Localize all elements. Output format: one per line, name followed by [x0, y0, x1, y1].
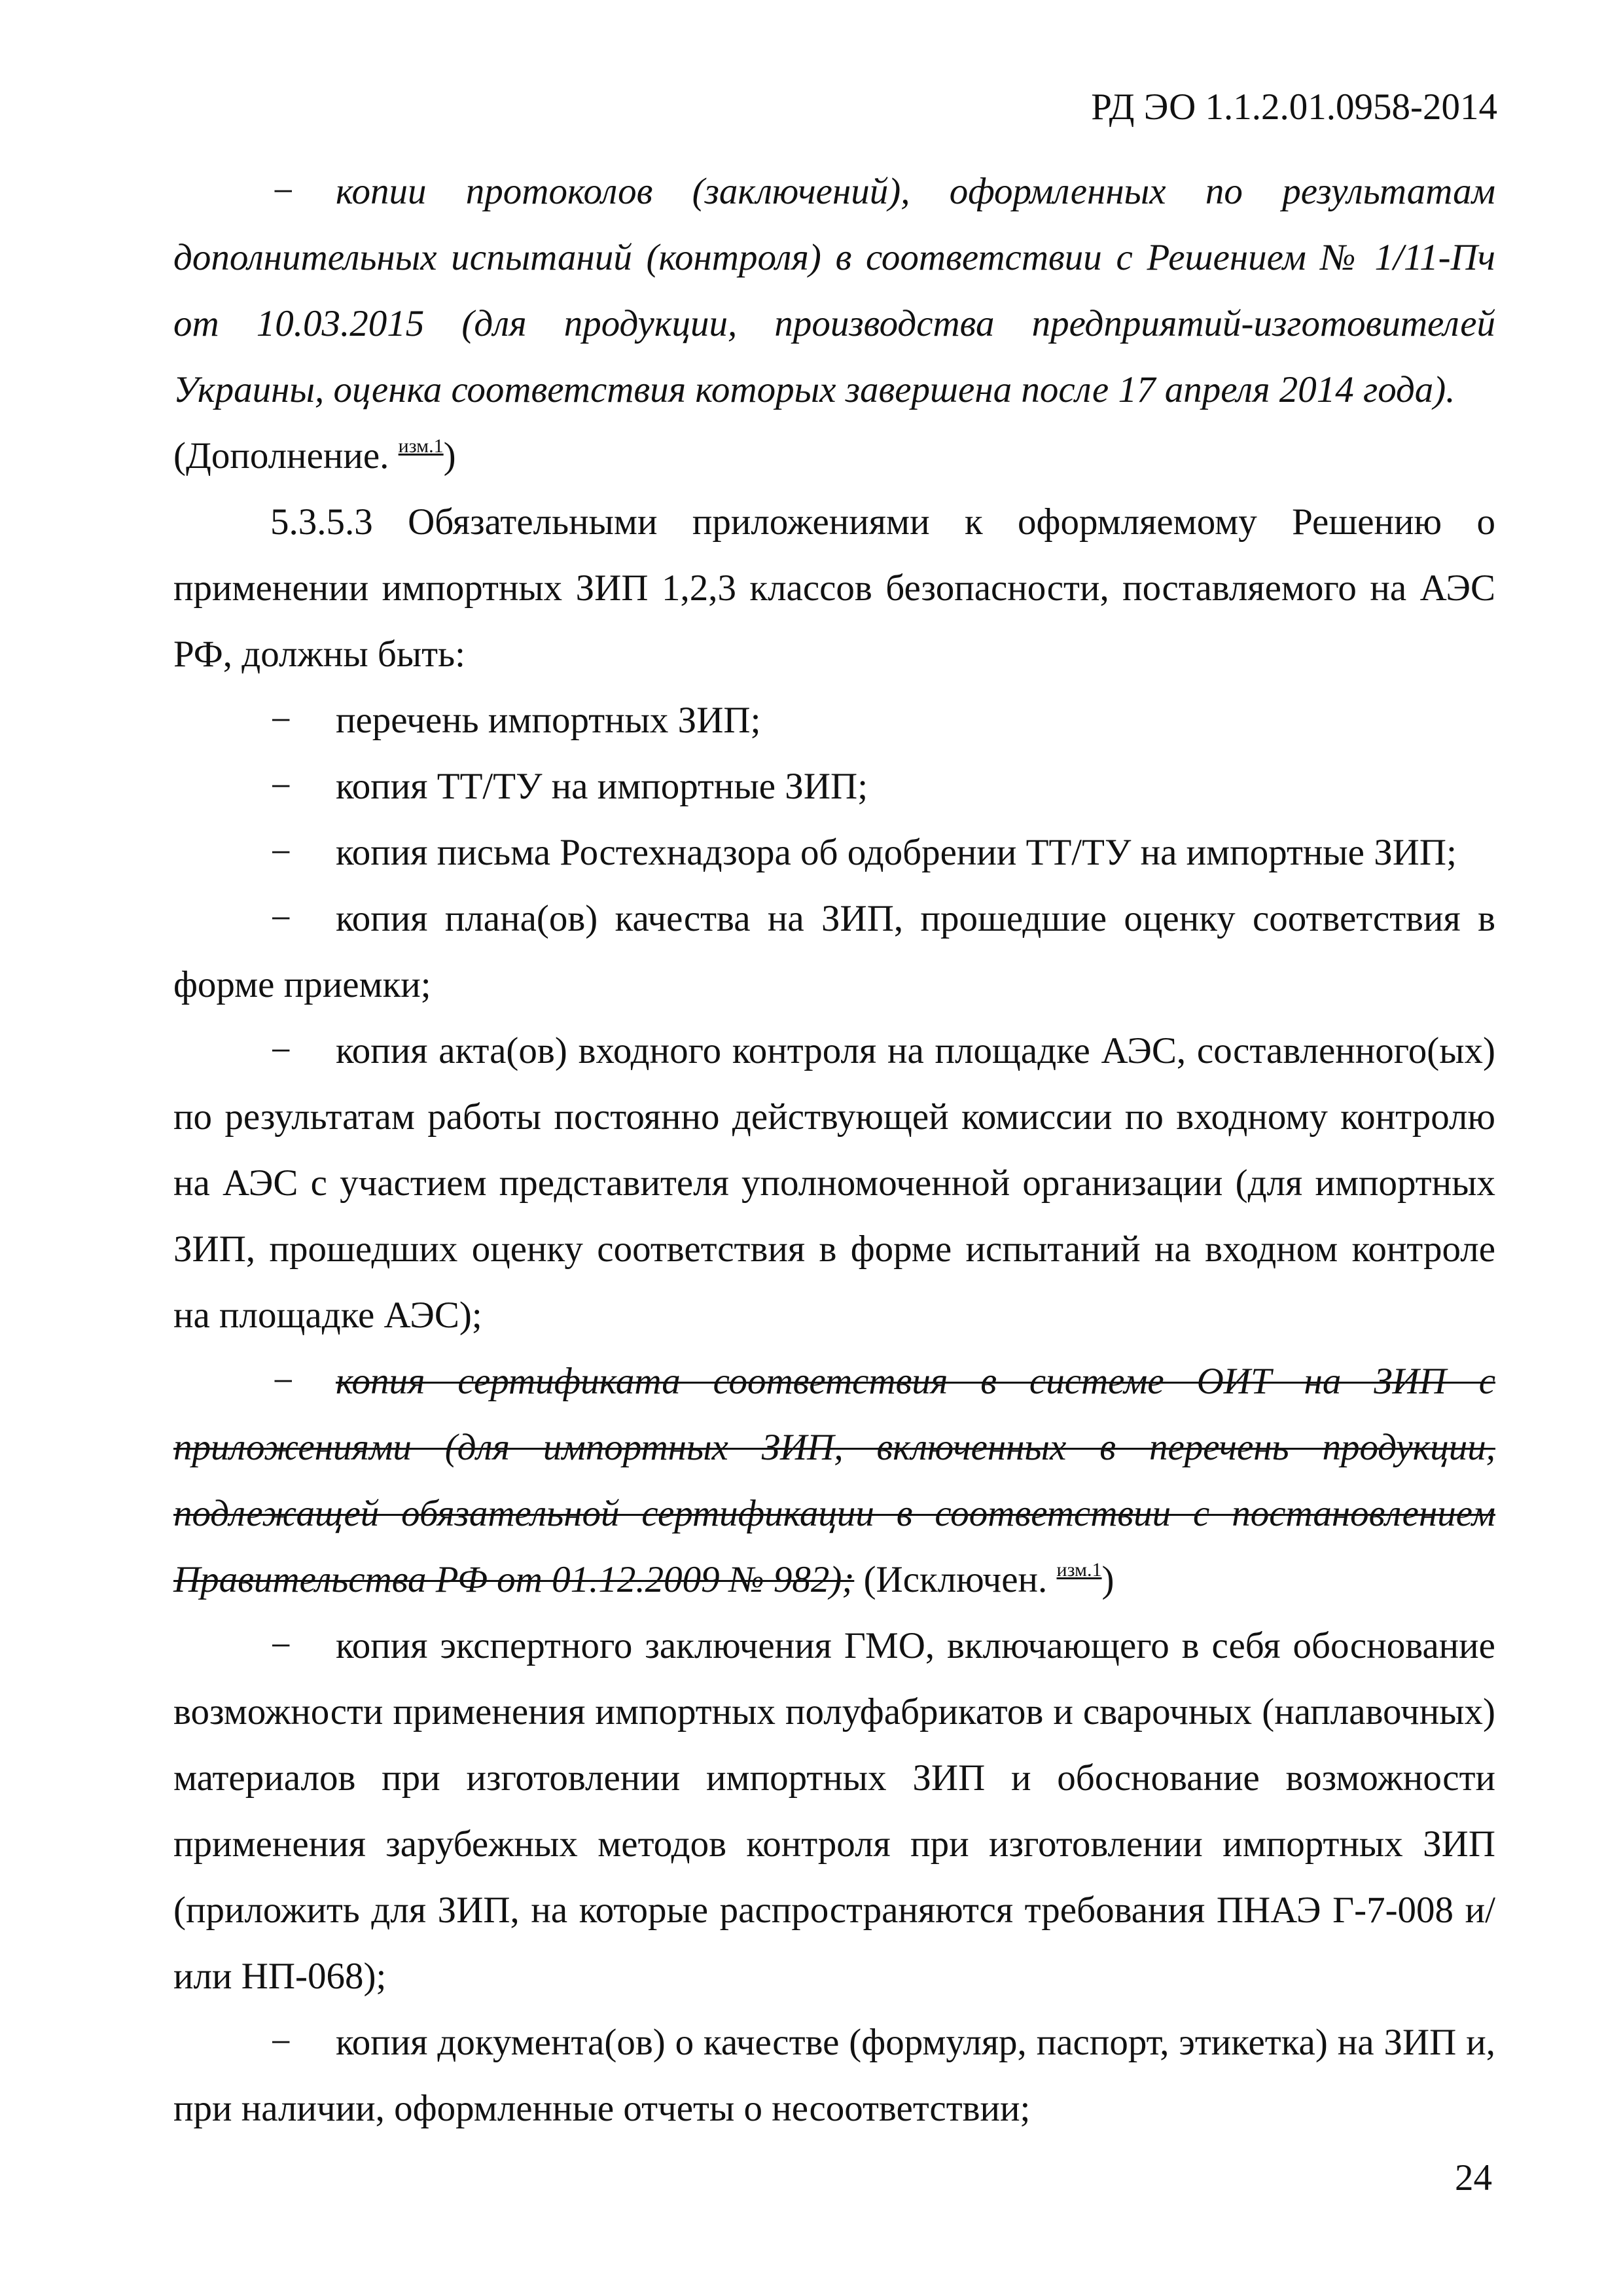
amendment-note-suffix: ) — [1101, 1559, 1115, 1600]
list-item-quality-document-copy — [173, 2009, 1495, 2142]
list-item-spare-parts-list — [173, 687, 1495, 753]
paragraph-text: копии протоколов (заключений), оформленных по результатам дополнительных испытаний (контроля) в соответствии с Решением № 1/11-Пч от 10.03.2015 (для продукции, производства предприятий-изготовителей Украины, оценка соответствия которых завершена после 17 апреля 2014 года). — [173, 171, 1495, 410]
document-body — [173, 158, 1495, 2142]
list-item-regulator-letter-copy — [173, 819, 1495, 886]
list-item-quality-plan-copy — [173, 886, 1495, 1018]
list-dash: − — [270, 832, 292, 873]
list-dash: − — [270, 1361, 296, 1402]
list-dash: − — [270, 2022, 292, 2063]
list-dash: − — [270, 700, 292, 741]
list-item-text: копия экспертного заключения ГМО, включающего в себя обоснование возможности применения импортных полуфабрикатов и сварочных (наплавочных) материалов при изготовлении импортных ЗИП и обоснование возможности применения зарубежных методов контроля при изготовлении импортных ЗИП (приложить для ЗИП, на которые распространяются требования ПНАЭ Г-7-008 и/или НП-068); — [173, 1625, 1495, 1997]
list-item-text: копия документа(ов) о качестве (формуляр, паспорт, этикетка) на ЗИП и, при наличии, оформленные отчеты о несоответствии; — [173, 2022, 1495, 2129]
page-number: 24 — [1455, 2157, 1492, 2198]
list-dash: − — [270, 1030, 292, 1071]
paragraph-test-protocols — [173, 158, 1495, 489]
list-item-text: перечень импортных ЗИП; — [336, 700, 761, 741]
list-item-text: копия ТТ/ТУ на импортные ЗИП; — [336, 766, 868, 807]
list-item-text: копия письма Ростехнадзора об одобрении ТТ/ТУ на импортные ЗИП; — [336, 832, 1457, 873]
document-code: РД ЭО 1.1.2.01.0958-2014 — [1091, 86, 1497, 128]
list-item-inspection-act-copy — [173, 1018, 1495, 1348]
amendment-note-prefix: (Дополнение. — [173, 435, 399, 476]
amendment-note-prefix: (Исключен. — [854, 1559, 1057, 1600]
list-dash: − — [270, 171, 296, 212]
list-item-certificate-excluded — [173, 1348, 1495, 1613]
list-item-tech-spec-copy — [173, 753, 1495, 819]
list-dash: − — [270, 898, 292, 939]
list-item-expert-conclusion-copy — [173, 1613, 1495, 2009]
list-dash: − — [270, 766, 292, 807]
amendment-link[interactable]: изм.1 — [1056, 1559, 1102, 1581]
amendment-link[interactable]: изм.1 — [398, 435, 444, 457]
list-item-text: копия акта(ов) входного контроля на площадке АЭС, составленного(ых) по результатам работы постоянно действующей комиссии по входному контролю на АЭС с участием представителя уполномоченной организации (для импортных ЗИП, прошедших оценку соответствия в форме испытаний на входном контроле на площадке АЭС); — [173, 1030, 1495, 1336]
list-dash: − — [270, 1625, 292, 1666]
paragraph-5-3-5-3: 5.3.5.3 Обязательными приложениями к оформляемому Решению о применении импортных ЗИП 1,2,3 классов безопасности, поставляемого на АЭС РФ, должны быть: — [173, 501, 1495, 675]
list-item-text: копия плана(ов) качества на ЗИП, прошедшие оценку соответствия в форме приемки; — [173, 898, 1495, 1005]
struck-through-text: − копия сертификата соответствия в системе ОИТ на ЗИП с приложениями (для импортных ЗИП, включенных в перечень продукции, подлежащей обязательной сертификации в соответствии с постановлением Правительства РФ от 01.12.2009 № 982); — [173, 1361, 1495, 1600]
amendment-note-suffix: ) — [443, 435, 456, 476]
